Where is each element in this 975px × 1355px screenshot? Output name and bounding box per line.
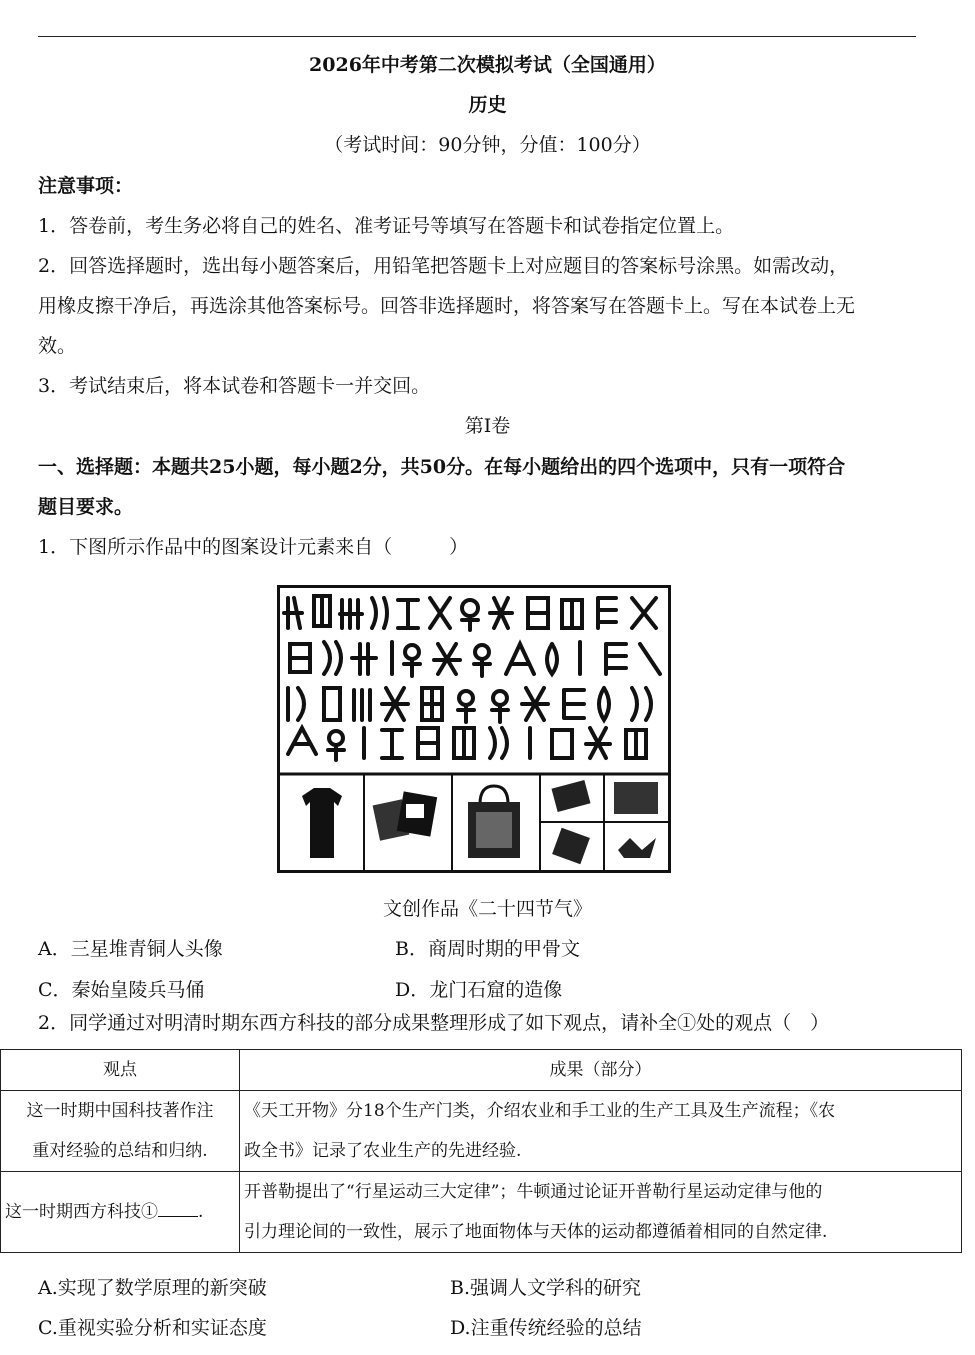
q1-figure [277,585,671,873]
q2-row2-view-end: . [198,1202,204,1222]
section-1-line-1: 一、选择题：本题共25小题，每小题2分，共50分。在每小题给出的四个选项中，只有一项符合 [38,456,846,478]
q2-option-c[interactable]: C.重视实验分析和实证态度 [38,1317,267,1339]
card-product-icon [551,780,590,812]
oracle-bone-pattern-image [280,588,668,870]
q1-stem: 1．下图所示作品中的图案设计元素来自（ ） [38,536,469,558]
q2-option-d[interactable]: D.注重传统经验的总结 [450,1317,642,1339]
tshirt-product-icon [302,788,342,858]
q2-row1-view-line-2: 重对经验的总结和归纳. [32,1141,208,1161]
q2-table-header-result: 成果（部分） [240,1050,962,1091]
q1-option-b[interactable]: B．商周时期的甲骨文 [395,938,580,960]
q2-table-header-row [1,1050,962,1091]
q2-table-row1-view [1,1091,240,1172]
q2-table-row2-result [240,1172,962,1253]
q2-option-a[interactable]: A.实现了数学原理的新突破 [38,1277,267,1299]
answer-blank[interactable] [158,1198,198,1217]
volume-label: 第Ⅰ卷 [464,415,511,437]
note-item-3: 3．考试结束后，将本试卷和答题卡一并交回。 [38,375,431,397]
note-item-2-line-1: 2．回答选择题时，选出每小题答案后，用铅笔把答题卡上对应题目的答案标号涂黑。如需改动， [38,255,849,277]
q2-table-row [1,1091,962,1172]
q2-table [0,1049,962,1253]
q2-row1-result-line-1: 《天工开物》分18个生产门类，介绍农业和手工业的生产工具及生产流程；《农 [244,1101,836,1121]
q2-row1-view-line-1: 这一时期中国科技著作注 [26,1101,214,1121]
q1-figure-caption: 文创作品《二十四节气》 [382,898,592,920]
note-item-1: 1．答卷前，考生务必将自己的姓名、准考证号等填写在答题卡和试卷指定位置上。 [38,215,735,237]
q2-row2-view-text: 这一时期西方科技① [5,1202,158,1222]
q1-option-a[interactable]: A．三星堆青铜人头像 [38,938,223,960]
q2-table-row1-result [240,1091,962,1172]
coaster-product-icon [552,828,590,865]
tote-bag-product-icon [468,786,520,858]
notes-heading: 注意事项： [38,175,134,197]
note-item-2-line-3: 效。 [38,335,77,357]
notebook-product-icon [373,791,438,840]
q2-stem: 2．同学通过对明清时期东西方科技的部分成果整理形成了如下观点，请补全①处的观点（ ） [38,1012,830,1034]
scarf-product-icon [614,782,658,814]
q1-option-c[interactable]: C．秦始皇陵兵马俑 [38,979,205,1001]
q2-row1-result-line-2: 政全书》记录了农业生产的先进经验. [244,1141,522,1161]
q2-row2-result-line-1: 开普勒提出了“行星运动三大定律”；牛顿通过论证开普勒行星运动定律与他的 [244,1182,823,1202]
q2-table-row [1,1172,962,1253]
q2-table-header-view: 观点 [1,1050,240,1091]
q1-option-d[interactable]: D．龙门石窟的造像 [395,979,563,1001]
note-item-2-line-2: 用橡皮擦干净后，再选涂其他答案标号。回答非选择题时，将答案写在答题卡上。写在本试卷上无 [38,295,856,317]
fan-product-icon [618,838,656,858]
q2-row2-result-line-2: 引力理论间的一致性，展示了地面物体与天体的运动都遵循着相同的自然定律. [244,1222,828,1242]
exam-title: 2026年中考第二次模拟考试（全国通用） [309,54,666,76]
section-1-line-2: 题目要求。 [38,496,134,518]
q2-option-b[interactable]: B.强调人文学科的研究 [450,1277,642,1299]
q2-table-row2-view [1,1172,240,1253]
subject-title: 历史 [468,94,507,116]
top-rule [38,36,916,37]
exam-info: （考试时间：90分钟，分值：100分） [324,134,651,156]
